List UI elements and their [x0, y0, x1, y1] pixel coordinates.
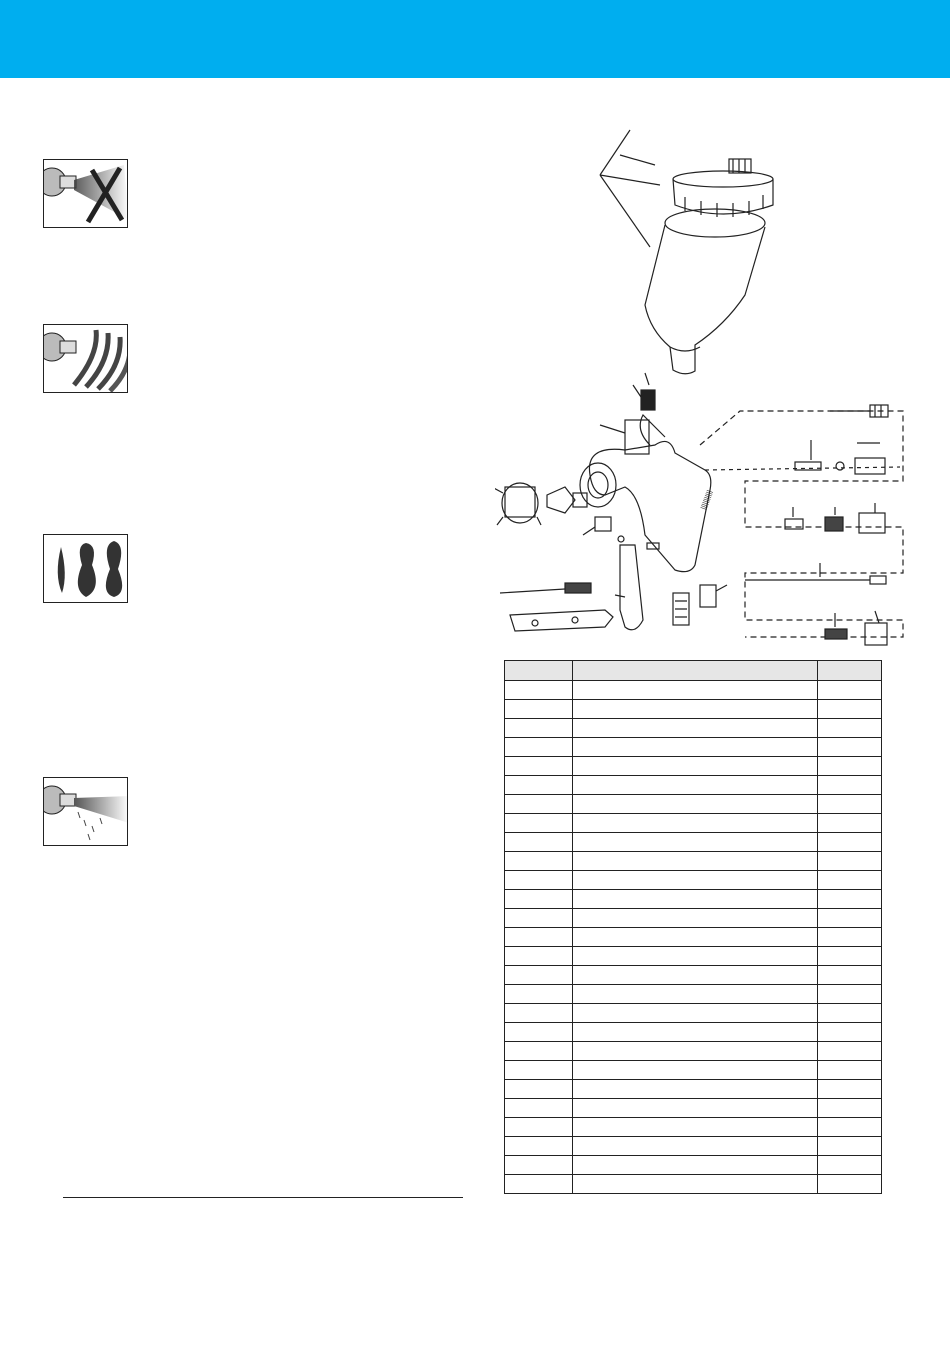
- table-cell: [818, 909, 882, 928]
- table-cell: [573, 757, 818, 776]
- table-cell: [505, 1004, 573, 1023]
- column-header-part-number: [818, 661, 882, 681]
- table-cell: [573, 814, 818, 833]
- table-row: [505, 1175, 882, 1194]
- table-row: [505, 966, 882, 985]
- table-cell: [505, 909, 573, 928]
- table-cell: [505, 1099, 573, 1118]
- table-row: [505, 681, 882, 700]
- table-cell: [818, 719, 882, 738]
- air-cap-ring: [495, 483, 541, 525]
- table-row: [505, 909, 882, 928]
- column-header-ref: [505, 661, 573, 681]
- table-cell: [505, 814, 573, 833]
- table-cell: [573, 852, 818, 871]
- trigger: [615, 545, 643, 630]
- table-cell: [573, 947, 818, 966]
- table-header-row: [505, 661, 882, 681]
- table-cell: [573, 966, 818, 985]
- paint-cup: [645, 209, 765, 374]
- table-cell: [573, 795, 818, 814]
- table-row: [505, 890, 882, 909]
- table-cell: [505, 852, 573, 871]
- table-row: [505, 700, 882, 719]
- table-cell: [573, 1080, 818, 1099]
- table-row: [505, 795, 882, 814]
- gun-body: [580, 415, 714, 572]
- table-cell: [505, 966, 573, 985]
- fluid-nozzle: [583, 517, 611, 535]
- table-row: [505, 833, 882, 852]
- table-cell: [505, 871, 573, 890]
- table-row: [505, 1004, 882, 1023]
- table-row: [505, 738, 882, 757]
- table-cell: [818, 795, 882, 814]
- table-cell: [818, 928, 882, 947]
- table-cell: [573, 1118, 818, 1137]
- table-cell: [573, 833, 818, 852]
- cup-lid: [673, 171, 773, 217]
- table-row: [505, 1118, 882, 1137]
- table-cell: [818, 833, 882, 852]
- column-header-description: [573, 661, 818, 681]
- table-cell: [818, 757, 882, 776]
- table-row: [505, 719, 882, 738]
- spray-gun-wavy-pattern-icon: [43, 324, 128, 393]
- table-cell: [818, 966, 882, 985]
- table-cell: [573, 928, 818, 947]
- spray-gun-crossed-pattern-icon: [43, 159, 128, 228]
- table-row: [505, 1042, 882, 1061]
- table-cell: [573, 1099, 818, 1118]
- table-cell: [505, 757, 573, 776]
- table-cell: [573, 1137, 818, 1156]
- table-cell: [573, 700, 818, 719]
- header-band: [0, 0, 950, 78]
- table-cell: [818, 1004, 882, 1023]
- table-cell: [573, 719, 818, 738]
- table-cell: [505, 1175, 573, 1194]
- table-cell: [818, 985, 882, 1004]
- table-cell: [573, 681, 818, 700]
- table-row: [505, 985, 882, 1004]
- table-cell: [505, 681, 573, 700]
- table-cell: [818, 1042, 882, 1061]
- table-cell: [505, 1156, 573, 1175]
- table-row: [505, 776, 882, 795]
- table-row: [505, 1156, 882, 1175]
- table-cell: [818, 1023, 882, 1042]
- table-row: [505, 1137, 882, 1156]
- table-cell: [573, 1042, 818, 1061]
- table-row: [505, 871, 882, 890]
- table-cell: [818, 776, 882, 795]
- table-cell: [818, 1137, 882, 1156]
- table-cell: [818, 738, 882, 757]
- table-cell: [573, 1004, 818, 1023]
- spreader-valve: [700, 585, 727, 607]
- table-cell: [818, 1175, 882, 1194]
- cleaning-brush: [500, 583, 591, 593]
- table-cell: [818, 1080, 882, 1099]
- table-cell: [505, 776, 573, 795]
- table-cell: [505, 1137, 573, 1156]
- svg-text:|||||||||||: |||||||||||: [700, 489, 714, 511]
- table-cell: [505, 1080, 573, 1099]
- table-cell: [818, 947, 882, 966]
- table-row: [505, 1099, 882, 1118]
- cup-filter: [633, 373, 655, 410]
- table-cell: [573, 871, 818, 890]
- table-row: [505, 852, 882, 871]
- table-cell: [573, 909, 818, 928]
- spray-gun-exploded-diagram: [495, 115, 915, 650]
- spray-pattern-shapes-icon: [43, 534, 128, 603]
- table-cell: [818, 700, 882, 719]
- table-cell: [573, 1156, 818, 1175]
- table-row: [505, 1023, 882, 1042]
- table-cell: [573, 985, 818, 1004]
- table-cell: [573, 890, 818, 909]
- table-cell: [818, 1099, 882, 1118]
- table-cell: [505, 738, 573, 757]
- table-cell: [573, 738, 818, 757]
- table-cell: [573, 1061, 818, 1080]
- table-cell: [505, 928, 573, 947]
- table-row: [505, 1080, 882, 1099]
- multi-wrench: [510, 610, 613, 631]
- table-row: [505, 814, 882, 833]
- table-cell: [505, 719, 573, 738]
- table-cell: [818, 1118, 882, 1137]
- table-cell: [573, 1023, 818, 1042]
- table-row: [505, 757, 882, 776]
- table-cell: [505, 1042, 573, 1061]
- air-valve: [673, 593, 689, 625]
- parts-table: [504, 660, 882, 1194]
- needle-spring: [785, 503, 885, 533]
- table-cell: [818, 890, 882, 909]
- table-row: [505, 947, 882, 966]
- table-cell: [818, 1156, 882, 1175]
- table-cell: [818, 871, 882, 890]
- table-row: [505, 1061, 882, 1080]
- table-cell: [505, 700, 573, 719]
- table-cell: [505, 947, 573, 966]
- table-cell: [505, 795, 573, 814]
- table-cell: [505, 1023, 573, 1042]
- table-cell: [818, 681, 882, 700]
- air-inlet: [795, 440, 885, 474]
- table-cell: [573, 1175, 818, 1194]
- table-cell: [818, 1061, 882, 1080]
- table-cell: [818, 814, 882, 833]
- trigger-stud: [618, 536, 659, 549]
- table-cell: [573, 776, 818, 795]
- table-cell: [505, 890, 573, 909]
- spray-gun-spitting-icon: [43, 777, 128, 846]
- table-cell: [505, 1118, 573, 1137]
- table-row: [505, 928, 882, 947]
- table-cell: [818, 852, 882, 871]
- table-cell: [505, 1061, 573, 1080]
- table-cell: [505, 985, 573, 1004]
- cup-connector: [600, 420, 649, 454]
- table-cell: [505, 833, 573, 852]
- footer-rule: [63, 1197, 463, 1198]
